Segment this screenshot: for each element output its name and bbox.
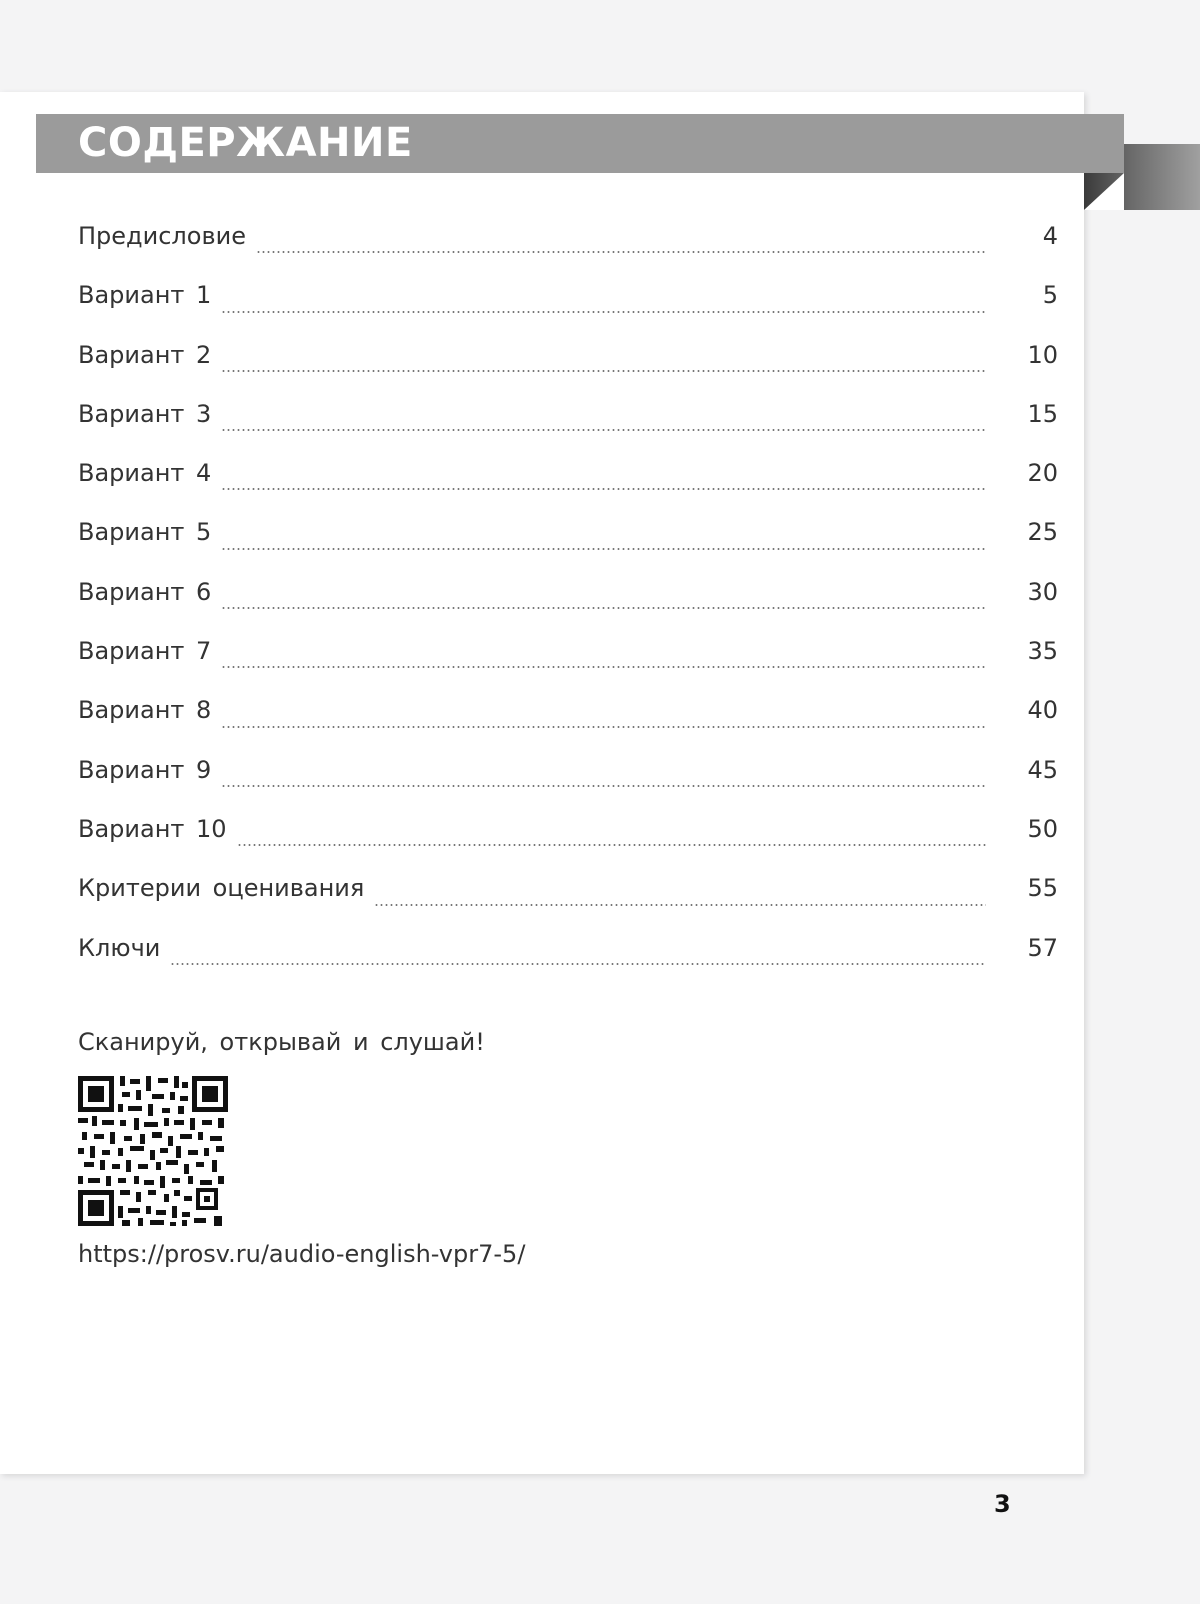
toc-entry-label: Вариант 3: [78, 399, 212, 428]
dot-leader: [221, 311, 986, 313]
toc-entry-label: Ключи: [78, 933, 161, 962]
dot-leader: [221, 666, 986, 668]
toc-entry-page: 10: [1027, 340, 1058, 369]
toc-entry-page: 57: [1027, 933, 1058, 962]
corner-fold-decoration: [1084, 173, 1124, 210]
toc-entry-page: 40: [1027, 696, 1058, 725]
audio-prompt: Сканируй, открывай и слушай!: [78, 1028, 485, 1056]
toc-entry[interactable]: [78, 518, 1058, 577]
dot-leader: [221, 429, 986, 431]
toc-entry-label: Вариант 6: [78, 577, 212, 606]
toc-entry-page: 50: [1027, 814, 1058, 843]
dot-leader: [221, 607, 986, 609]
dot-leader: [374, 904, 986, 906]
toc-entry[interactable]: [78, 934, 1058, 993]
toc-entry-page: 20: [1027, 459, 1058, 488]
dot-leader: [221, 488, 986, 490]
toc-entry-label: Вариант 9: [78, 755, 212, 784]
toc-entry-page: 5: [1042, 281, 1058, 310]
dot-leader: [221, 548, 986, 550]
toc-entry[interactable]: [78, 281, 1058, 340]
toc-entry-label: Вариант 2: [78, 340, 212, 369]
toc-entry-label: Вариант 10: [78, 814, 227, 843]
dot-leader: [256, 251, 986, 253]
toc-entry[interactable]: [78, 578, 1058, 637]
dot-leader: [221, 726, 986, 728]
toc-entry-page: 30: [1027, 577, 1058, 606]
toc-entry[interactable]: [78, 222, 1058, 281]
toc-entry-page: 35: [1027, 637, 1058, 666]
toc-entry[interactable]: [78, 756, 1058, 815]
table-of-contents: [78, 222, 1058, 993]
toc-entry-label: Вариант 1: [78, 281, 212, 310]
page-title: СОДЕРЖАНИЕ: [78, 120, 413, 166]
toc-entry-page: 15: [1027, 399, 1058, 428]
toc-entry[interactable]: [78, 696, 1058, 755]
dot-leader: [170, 963, 986, 965]
page-number: 3: [994, 1490, 1011, 1518]
dot-leader: [237, 844, 986, 846]
dot-leader: [221, 785, 986, 787]
toc-entry-page: 4: [1042, 222, 1058, 250]
toc-entry-label: Вариант 5: [78, 518, 212, 547]
toc-entry-page: 25: [1027, 518, 1058, 547]
toc-entry[interactable]: [78, 637, 1058, 696]
qr-code[interactable]: [78, 1076, 228, 1226]
toc-entry[interactable]: [78, 400, 1058, 459]
toc-entry[interactable]: [78, 815, 1058, 874]
toc-entry[interactable]: [78, 459, 1058, 518]
toc-entry[interactable]: [78, 341, 1058, 400]
toc-entry-label: Вариант 8: [78, 696, 212, 725]
toc-entry-label: Критерии оценивания: [78, 874, 365, 903]
toc-entry-page: 45: [1027, 755, 1058, 784]
dot-leader: [221, 370, 986, 372]
toc-entry-label: Вариант 7: [78, 637, 212, 666]
toc-entry-label: Вариант 4: [78, 459, 212, 488]
toc-entry-page: 55: [1027, 874, 1058, 903]
audio-link[interactable]: https://prosv.ru/audio-english-vpr7-5/: [78, 1240, 526, 1268]
toc-entry-label: Предисловие: [78, 222, 246, 250]
toc-entry[interactable]: [78, 874, 1058, 933]
